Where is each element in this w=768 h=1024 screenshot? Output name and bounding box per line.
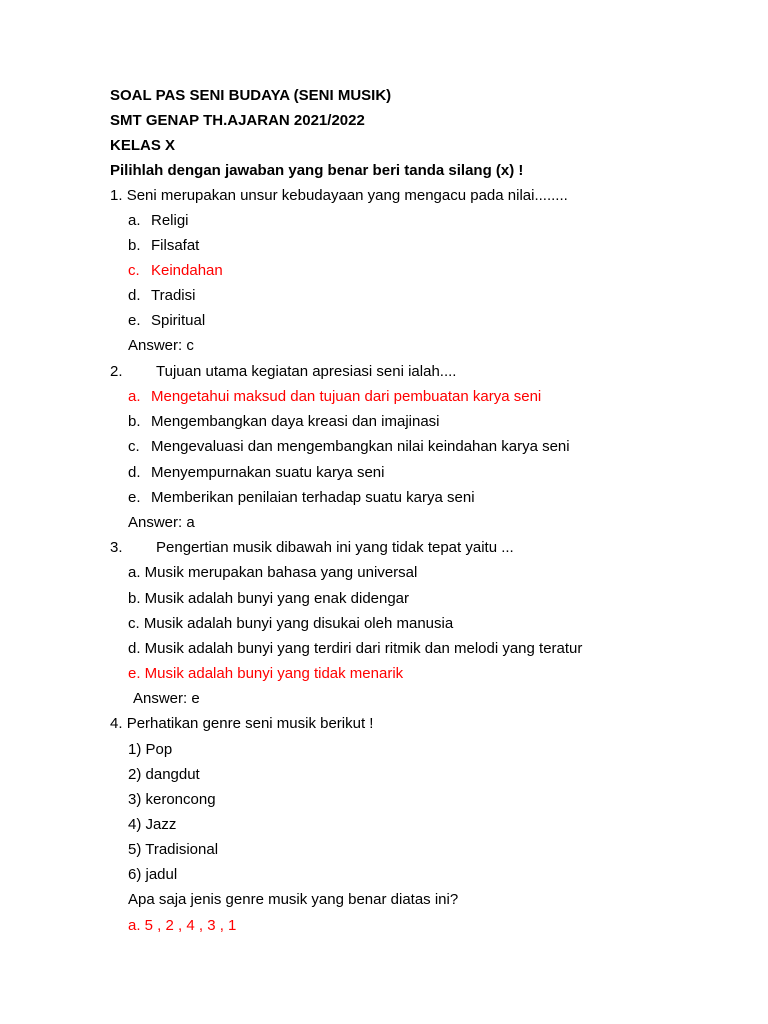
semester-line: SMT GENAP TH.AJARAN 2021/2022 — [110, 112, 365, 129]
question-text: Seni merupakan unsur kebudayaan yang mengacu pada nilai........ — [126, 187, 568, 204]
q4-item-2: 2) dangdut — [128, 766, 200, 783]
option-text: Religi — [151, 212, 189, 229]
option-text: Menyempurnakan suatu karya seni — [151, 464, 385, 481]
question-4 — [110, 715, 373, 733]
option-letter: a. — [128, 212, 141, 229]
q1-option-b — [128, 237, 199, 255]
question-text: Pengertian musik dibawah ini yang tidak tepat yaitu ... — [156, 539, 514, 556]
q2-option-d — [128, 464, 384, 482]
option-letter: e. — [128, 489, 141, 506]
q2-option-e — [128, 489, 475, 507]
q1-option-a — [128, 212, 189, 230]
q3-option-a: a. Musik merupakan bahasa yang universal — [128, 564, 418, 581]
document-title: SOAL PAS SENI BUDAYA (SENI MUSIK) — [110, 87, 392, 104]
class-line: KELAS X — [110, 137, 176, 154]
option-letter: c. — [128, 438, 140, 455]
q3-answer: Answer: e — [133, 690, 200, 707]
q4-item-5: 5) Tradisional — [128, 841, 219, 858]
q4-question: Apa saja jenis genre musik yang benar diatas ini? — [128, 891, 459, 908]
option-text: Filsafat — [151, 237, 200, 254]
q3-option-b: b. Musik adalah bunyi yang enak didengar — [128, 590, 410, 607]
q2-option-a-correct — [128, 388, 541, 406]
question-number: 2. — [110, 363, 123, 380]
question-number: 4. — [110, 715, 123, 732]
option-letter: d. — [128, 287, 141, 304]
q2-option-b — [128, 413, 440, 431]
question-text: Perhatikan genre seni musik berikut ! — [126, 715, 374, 732]
option-text: Memberikan penilaian terhadap suatu karya seni — [151, 489, 475, 506]
option-text: Spiritual — [151, 312, 206, 329]
q3-option-c: c. Musik adalah bunyi yang disukai oleh manusia — [128, 615, 454, 632]
question-1 — [110, 187, 568, 205]
q3-option-e-correct: e. Musik adalah bunyi yang tidak menarik — [128, 665, 404, 682]
question-number: 3. — [110, 539, 123, 556]
q2-answer: Answer: a — [128, 514, 195, 531]
question-3 — [110, 539, 514, 557]
option-letter: c. — [128, 262, 140, 279]
q4-item-3: 3) keroncong — [128, 791, 216, 808]
q3-option-d: d. Musik adalah bunyi yang terdiri dari ritmik dan melodi yang teratur — [128, 640, 583, 657]
q4-option-a-correct: a. 5 , 2 , 4 , 3 , 1 — [128, 917, 237, 934]
q4-item-4: 4) Jazz — [128, 816, 177, 833]
option-text: Mengembangkan daya kreasi dan imajinasi — [151, 413, 440, 430]
q4-item-1: 1) Pop — [128, 741, 173, 758]
option-text: Tradisi — [151, 287, 196, 304]
instruction-line: Pilihlah dengan jawaban yang benar beri tanda silang (x) ! — [110, 162, 524, 179]
option-text: Mengetahui maksud dan tujuan dari pembuatan karya seni — [151, 388, 542, 405]
question-text: Tujuan utama kegiatan apresiasi seni ialah.... — [156, 363, 457, 380]
q1-option-d — [128, 287, 195, 305]
question-number: 1. — [110, 187, 123, 204]
q1-option-e — [128, 312, 205, 330]
option-letter: e. — [128, 312, 141, 329]
option-letter: b. — [128, 237, 141, 254]
question-2 — [110, 363, 456, 381]
q1-option-c-correct — [128, 262, 223, 280]
q4-item-6: 6) jadul — [128, 866, 178, 883]
option-text: Mengevaluasi dan mengembangkan nilai keindahan karya seni — [151, 438, 570, 455]
option-letter: b. — [128, 413, 141, 430]
option-letter: a. — [128, 388, 141, 405]
option-letter: d. — [128, 464, 141, 481]
q2-option-c — [128, 438, 570, 456]
q1-answer: Answer: c — [128, 337, 194, 354]
option-text: Keindahan — [151, 262, 223, 279]
